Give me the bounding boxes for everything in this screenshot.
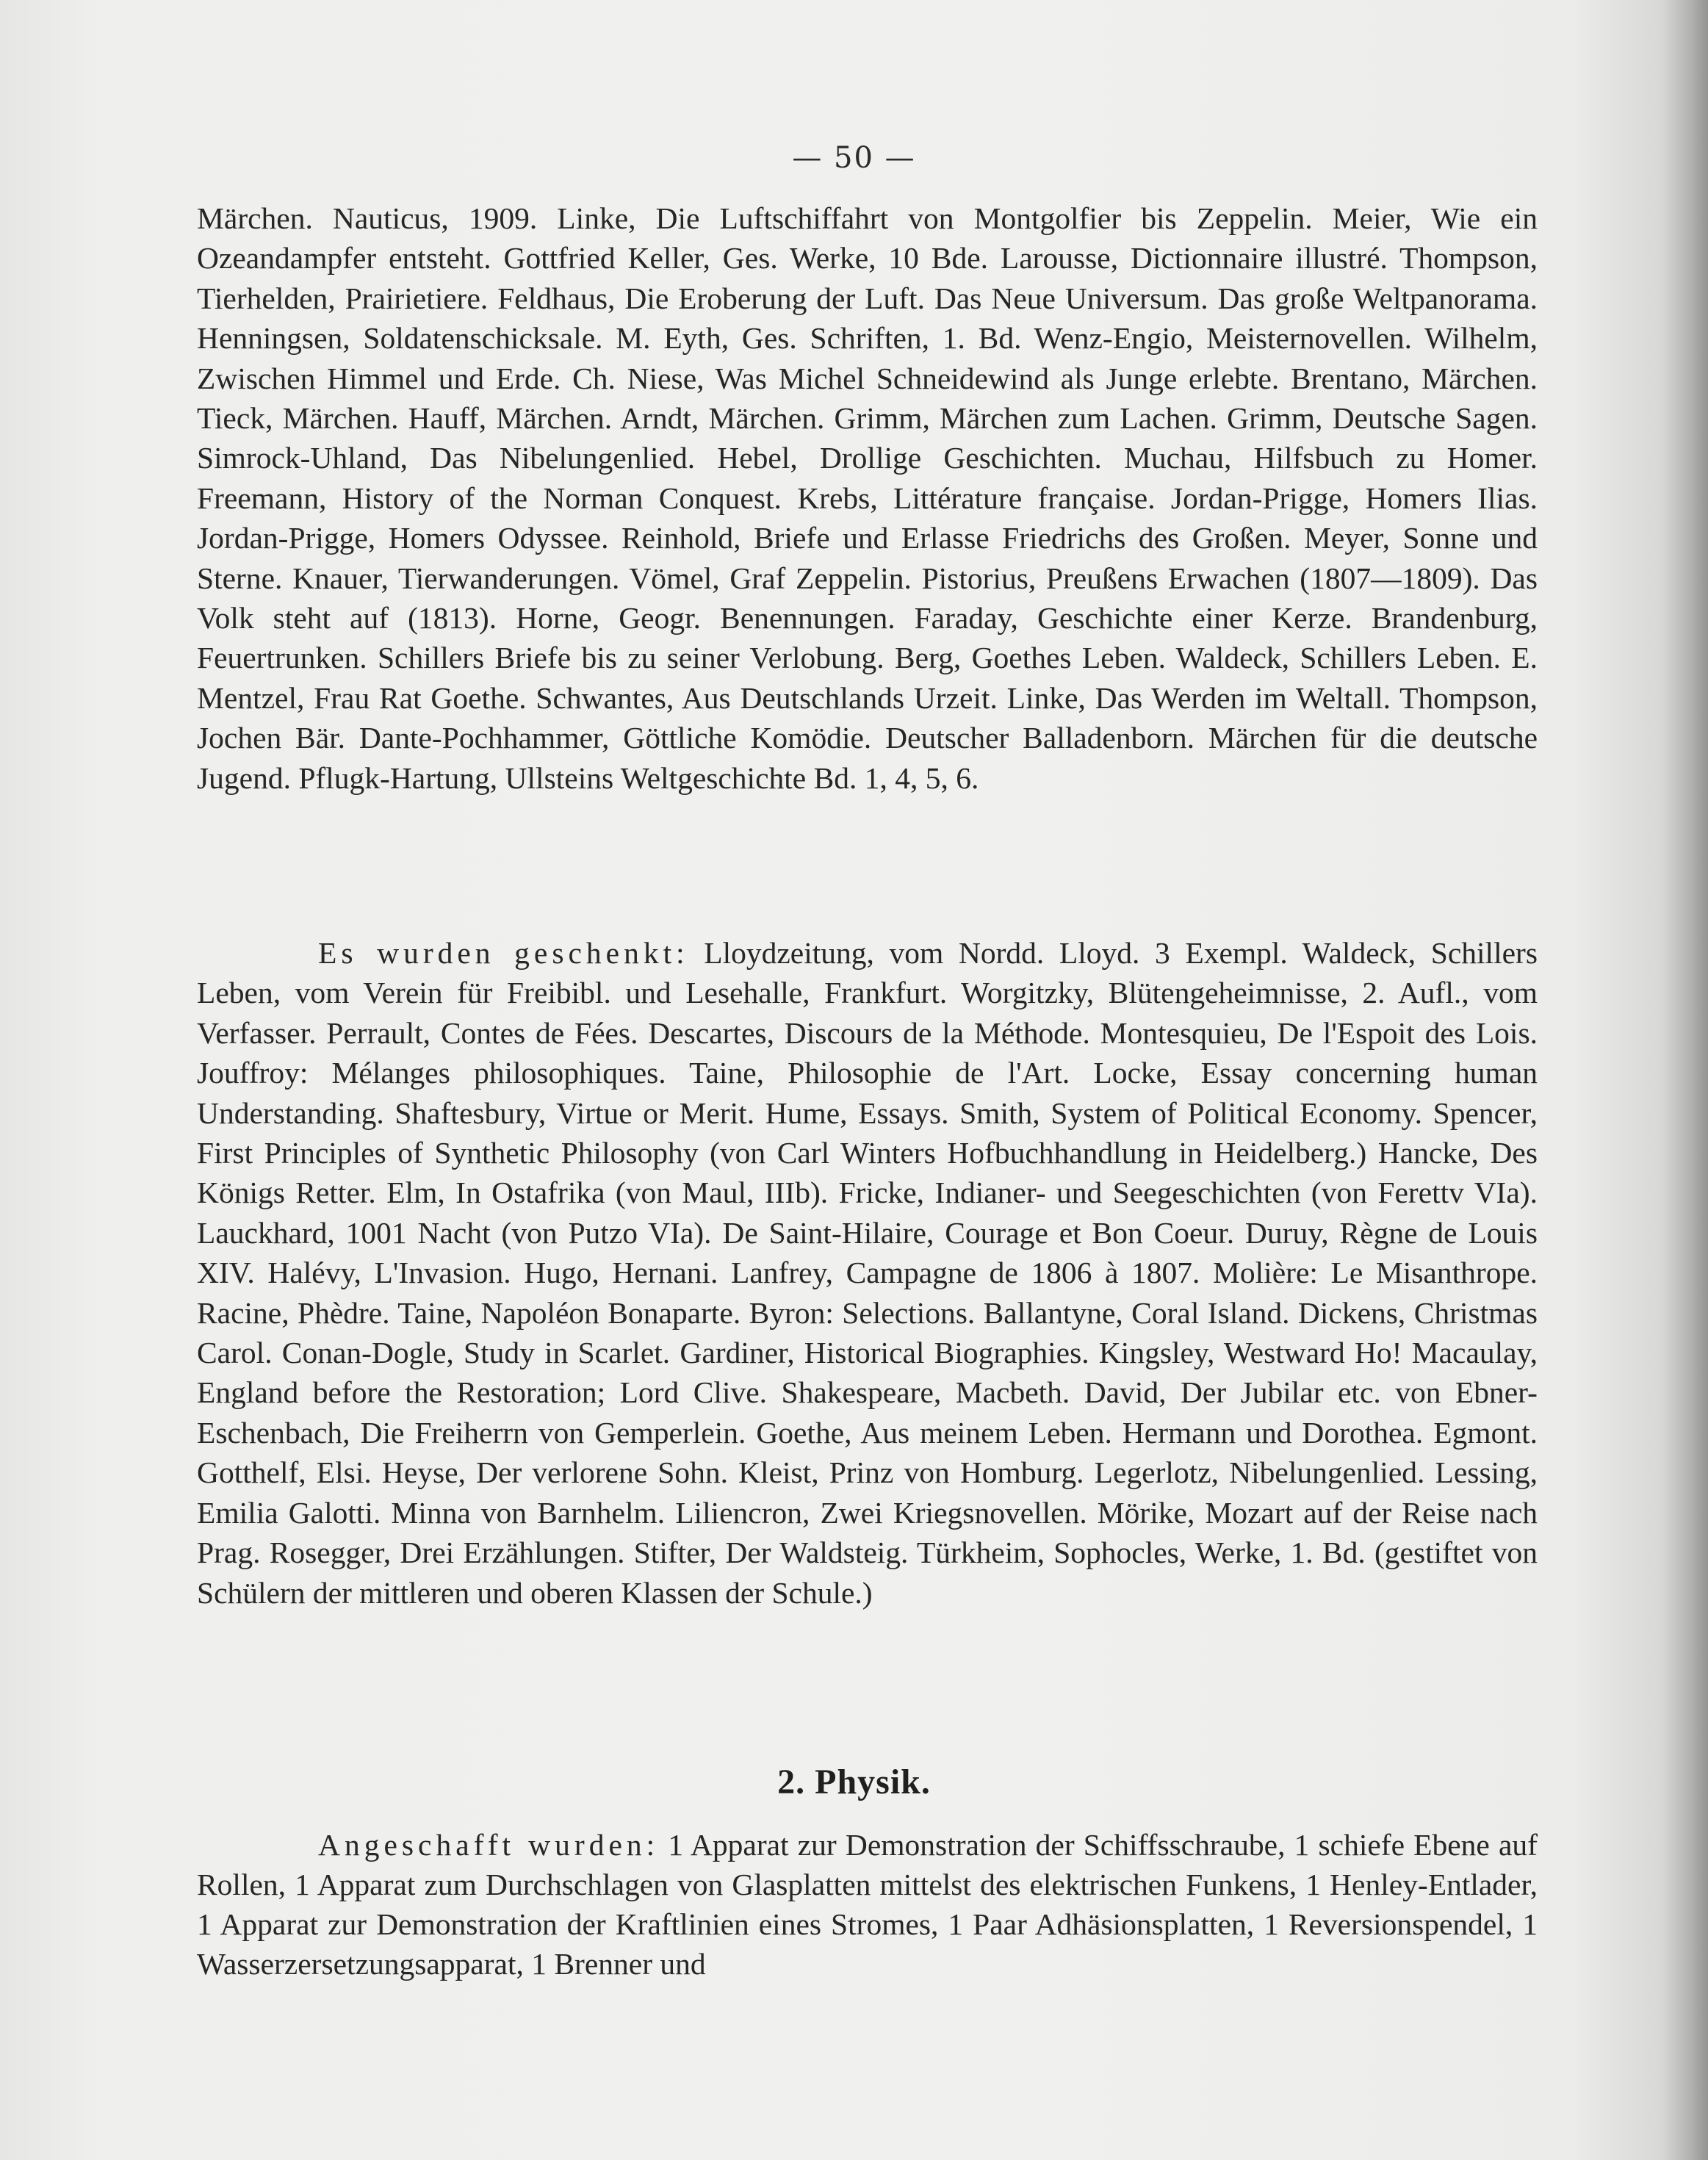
physics-body: 1 Apparat zur Demonstration der Schiffsschraube, 1 schiefe Ebene auf Rollen, 1 Apparat zum Durchschlagen von Glasplatten mittelst des elektrischen Funkens, 1 Henley-Entlader, 1 Apparat zur Demonstration der Kraftlinien eines Stromes, 1 Paar Adhäsionsplatten, 1 Reversionspendel, 1 Wasserzersetzungsapparat, 1 Brenner und	[197, 1828, 1538, 1981]
donations-lead: Es wurden geschenkt:	[318, 936, 689, 970]
page-edge-shadow	[1664, 0, 1708, 2160]
paragraph-text: Märchen. Nauticus, 1909. Linke, Die Luftschiffahrt von Montgolfier bis Zeppelin. Meier, Wie ein Ozeandampfer entsteht. Gottfried Keller, Ges. Werke, 10 Bde. Larousse, Dictionnaire illustré. Thompson, Tierhelden, Prairietiere. Feldhaus, Die Eroberung der Luft. Das Neue Universum. Das große Weltpanorama. Henningsen, Soldatenschicksale. M. Eyth, Ges. Schriften, 1. Bd. Wenz-Engio, Meisternovellen. Wilhelm, Zwischen Himmel und Erde. Ch. Niese, Was Michel Schneidewind als Junge erlebte. Brentano, Märchen. Tieck, Märchen. Hauff, Märchen. Arndt, Märchen. Grimm, Märchen zum Lachen. Grimm, Deutsche Sagen. Simrock-Uhland, Das Nibelungenlied. Hebel, Drollige Geschichten. Muchau, Hilfsbuch zu Homer. Freemann, History of the Norman Conquest. Krebs, Littérature française. Jordan-Prigge, Homers Ilias. Jordan-Prigge, Homers Odyssee. Reinhold, Briefe und Erlasse Friedrichs des Großen. Meyer, Sonne und Sterne. Knauer, Tierwanderungen. Vömel, Graf Zeppelin. Pistorius, Preußens Erwachen (1807—1809). Das Volk steht auf (1813). Horne, Geogr. Benennungen. Faraday, Geschichte einer Kerze. Brandenburg, Feuertrunken. Schillers Briefe bis zu seiner Verlobung. Berg, Goethes Leben. Waldeck, Schillers Leben. E. Mentzel, Frau Rat Goethe. Schwantes, Aus Deutschlands Urzeit. Linke, Das Werden im Weltall. Thompson, Jochen Bär. Dante-Pochhammer, Göttliche Komödie. Deutscher Balladenborn. Märchen für die deutsche Jugend. Pflugk-Hartung, Ullsteins Weltgeschichte Bd. 1, 4, 5, 6.	[197, 201, 1538, 795]
page-number: — 50 —	[792, 141, 916, 175]
paragraph-text	[197, 933, 1538, 1613]
donations-body: Lloydzeitung, vom Nordd. Lloyd. 3 Exempl. Waldeck, Schillers Leben, vom Verein für Freibibl. und Lesehalle, Frankfurt. Worgitzky, Blütengeheimnisse, 2. Aufl., vom Verfasser. Perrault, Contes de Fées. Descartes, Discours de la Méthode. Montesquieu, De l'Espoit des Lois. Jouffroy: Mélanges philosophiques. Taine, Philosophie de l'Art. Locke, Essay concerning human Understanding. Shaftesbury, Virtue or Merit. Hume, Essays. Smith, System of Political Economy. Spencer, First Principles of Synthetic Philosophy (von Carl Winters Hofbuchhandlung in Heidelberg.) Hancke, Des Königs Retter. Elm, In Ostafrika (von Maul, IIIb). Fricke, Indianer- und Seegeschichten (von Ferettv VIa). Lauckhard, 1001 Nacht (von Putzo VIa). De Saint-Hilaire, Courage et Bon Coeur. Duruy, Règne de Louis XIV. Halévy, L'Invasion. Hugo, Hernani. Lanfrey, Campagne de 1806 à 1807. Molière: Le Misanthrope. Racine, Phèdre. Taine, Napoléon Bonaparte. Byron: Selections. Ballantyne, Coral Island. Dickens, Christmas Carol. Conan-Dogle, Study in Scarlet. Gardiner, Historical Biographies. Kingsley, Westward Ho! Macaulay, England before the Restoration; Lord Clive. Shakespeare, Macbeth. David, Der Jubilar etc. von Ebner-Eschenbach, Die Freiherrn von Gemperlein. Goethe, Aus meinem Leben. Hermann und Dorothea. Egmont. Gotthelf, Elsi. Heyse, Der verlorene Sohn. Kleist, Prinz von Homburg. Legerlotz, Nibelungenlied. Lessing, Emilia Galotti. Minna von Barnhelm. Liliencron, Zwei Kriegsnovellen. Mörike, Mozart auf der Reise nach Prag. Rosegger, Drei Erzählungen. Stifter, Der Waldsteig. Türkheim, Sophocles, Werke, 1. Bd. (gestiftet von Schülern der mittleren und oberen Klassen der Schule.)	[197, 936, 1538, 1610]
book-list-paragraph	[197, 198, 1538, 798]
donations-paragraph	[197, 933, 1538, 1613]
section-heading: 2. Physik.	[777, 1763, 931, 1801]
paragraph-text	[197, 1825, 1538, 1984]
physics-lead: Angeschafft wurden:	[318, 1828, 660, 1862]
physics-paragraph	[197, 1825, 1538, 1984]
